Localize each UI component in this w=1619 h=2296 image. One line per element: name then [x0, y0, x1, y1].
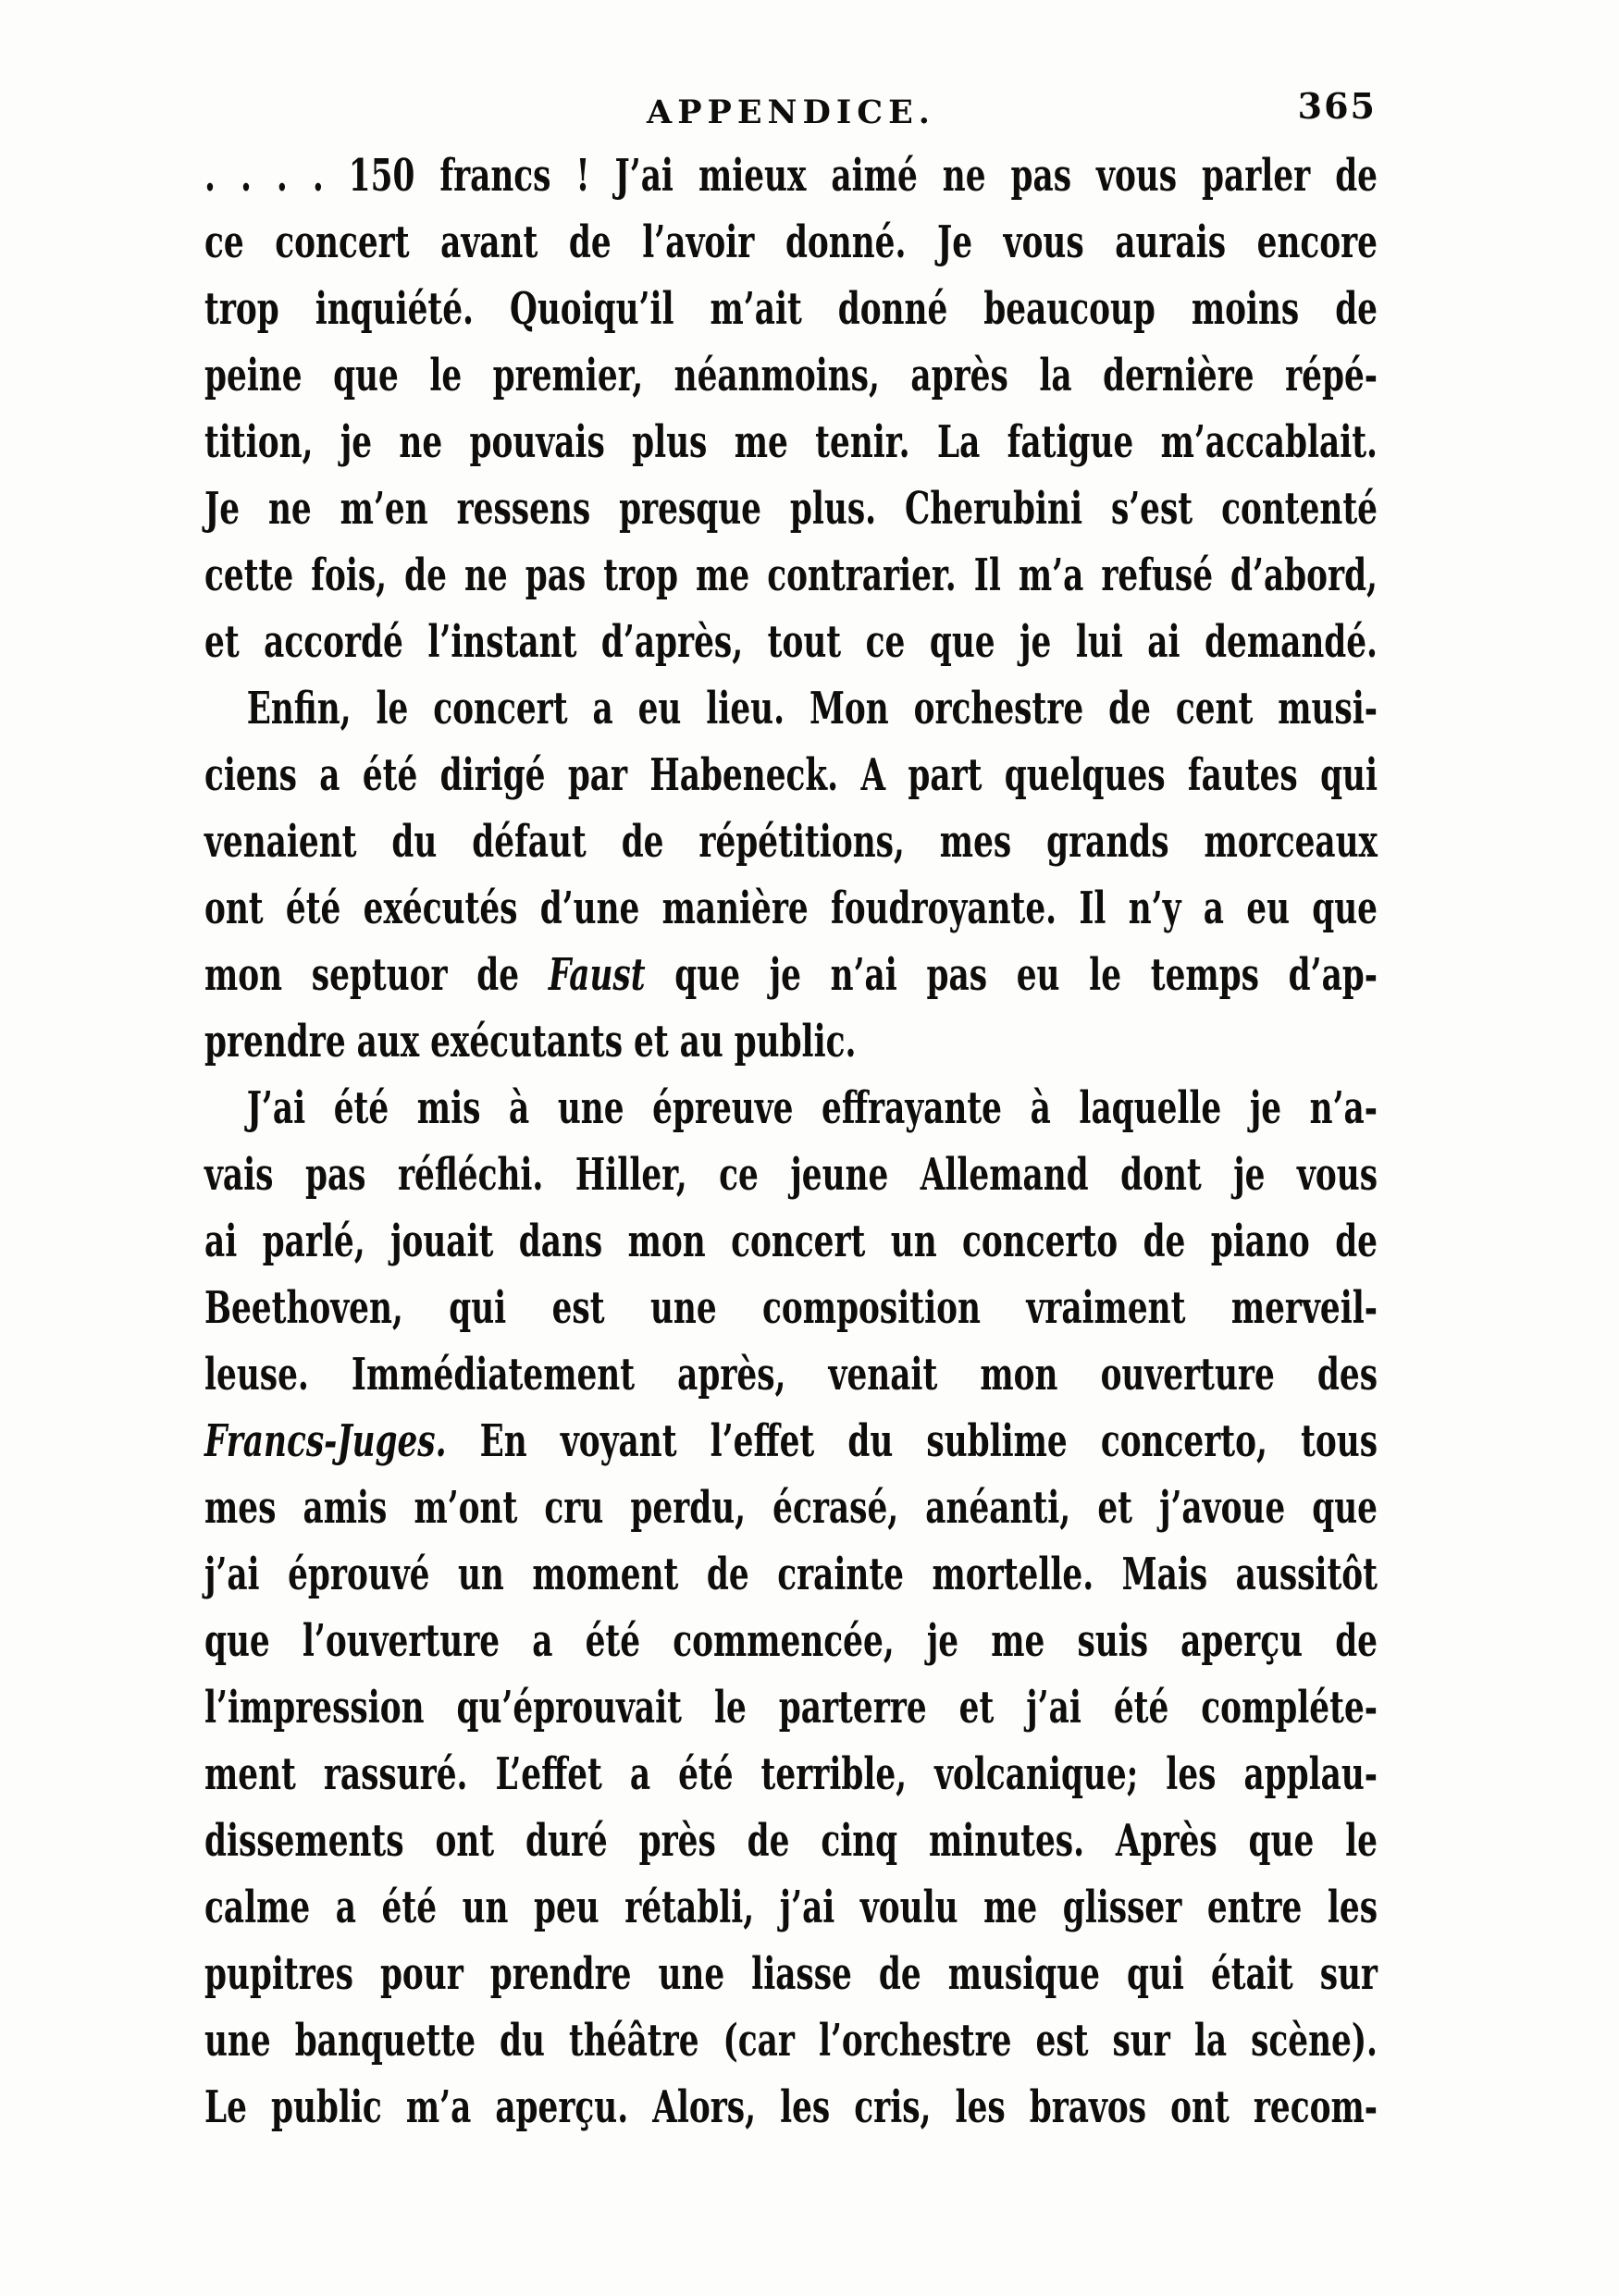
text-line-content — [204, 276, 1378, 342]
text-run: ont été exécutés d’une manière foudroyante. Il n’y a eu que — [204, 883, 1378, 934]
text-line-content — [204, 342, 1378, 409]
text-run: que l’ouverture a été commencée, je me suis aperçu de — [204, 1615, 1378, 1667]
text-line — [204, 1341, 1378, 1408]
text-line — [204, 2007, 1378, 2074]
text-line-content — [204, 1874, 1378, 1941]
text-line — [204, 1475, 1378, 1541]
text-line-content — [204, 1941, 1378, 2007]
text-run: peine que le premier, néanmoins, après la dernière répé- — [204, 350, 1378, 401]
text-line — [204, 809, 1378, 875]
text-line — [204, 1541, 1378, 1608]
text-run: Je ne m’en ressens presque plus. Cherubini s’est contenté — [204, 483, 1378, 535]
text-line-content — [204, 1608, 1378, 1674]
text-line — [204, 475, 1378, 542]
text-line-content — [204, 1475, 1378, 1541]
text-run: que je n’ai pas eu le temps d’ap- — [645, 949, 1378, 1001]
text-line — [204, 1275, 1378, 1341]
text-line-content — [204, 942, 1378, 1008]
text-line — [204, 1941, 1378, 2007]
text-line-content — [204, 1808, 1378, 1874]
text-block — [204, 142, 1378, 2141]
text-run: une banquette du théâtre (car l’orchestre est sur la scène). — [204, 2015, 1378, 2067]
text-line — [204, 1608, 1378, 1674]
text-run: cette fois, de ne pas trop me contrarier. Il m’a refusé d’abord, — [204, 549, 1378, 601]
text-line — [204, 342, 1378, 409]
text-line-content — [204, 675, 1378, 742]
text-line-content — [204, 809, 1378, 875]
text-line — [204, 1208, 1378, 1275]
text-line-content — [204, 409, 1378, 475]
text-run: Le public m’a aperçu. Alors, les cris, les bravos ont recom- — [204, 2081, 1378, 2133]
italic-work-title: Francs-Juges. — [204, 1415, 447, 1467]
text-line — [204, 409, 1378, 475]
italic-work-title: Faust — [548, 949, 646, 1001]
text-line-content — [204, 542, 1378, 609]
text-line-content — [204, 609, 1378, 675]
text-run: tition, je ne pouvais plus me tenir. La fatigue m’accablait. — [204, 416, 1378, 468]
text-line-content — [204, 1008, 1378, 1075]
text-run: calme a été un peu rétabli, j’ai voulu me glisser entre les — [204, 1882, 1378, 1933]
text-run: mes amis m’ont cru perdu, écrasé, anéanti, et j’avoue que — [204, 1482, 1378, 1534]
text-run: et accordé l’instant d’après, tout ce que je lui ai demandé. — [204, 616, 1378, 668]
text-line-content — [204, 1075, 1378, 1142]
text-run: ment rassuré. L’effet a été terrible, volcanique; les applau- — [204, 1748, 1378, 1800]
text-line — [204, 276, 1378, 342]
text-line — [204, 2074, 1378, 2141]
text-run: vais pas réfléchi. Hiller, ce jeune Allemand dont je vous — [204, 1149, 1378, 1201]
text-line-content — [204, 475, 1378, 542]
text-line — [204, 1874, 1378, 1941]
page-number: 365 — [1297, 85, 1377, 127]
text-run: prendre aux exécutants et au public. — [204, 1016, 857, 1068]
text-line — [204, 742, 1378, 809]
text-line — [204, 1075, 1378, 1142]
text-line-content — [204, 1142, 1378, 1208]
text-run: trop inquiété. Quoiqu’il m’ait donné beaucoup moins de — [204, 283, 1378, 335]
text-line — [204, 1142, 1378, 1208]
text-line — [204, 875, 1378, 942]
text-run: dissements ont duré près de cinq minutes. Après que le — [204, 1815, 1378, 1867]
text-line-content — [204, 142, 1378, 209]
text-line — [204, 1741, 1378, 1808]
text-line-content — [204, 1275, 1378, 1341]
running-title: APPENDICE. — [647, 93, 935, 131]
text-line-content — [204, 2007, 1378, 2074]
text-line — [204, 1008, 1378, 1075]
text-run: venaient du défaut de répétitions, mes grands morceaux — [204, 816, 1378, 868]
text-line-content — [204, 1341, 1378, 1408]
text-run: . . . . 150 francs ! J’ai mieux aimé ne pas vous parler de — [204, 150, 1378, 202]
text-run: ce concert avant de l’avoir donné. Je vous aurais encore — [204, 216, 1378, 268]
text-run: pupitres pour prendre une liasse de musique qui était sur — [204, 1948, 1378, 2000]
text-run: j’ai éprouvé un moment de crainte mortelle. Mais aussitôt — [204, 1549, 1378, 1600]
text-run: mon septuor de — [204, 949, 549, 1001]
text-line-content — [204, 875, 1378, 942]
text-line — [204, 1674, 1378, 1741]
text-run: l’impression qu’éprouvait le parterre et j’ai été compléte- — [204, 1682, 1378, 1734]
text-run: Beethoven, qui est une composition vraiment merveil- — [204, 1282, 1378, 1334]
text-line-content — [204, 209, 1378, 276]
text-line — [204, 142, 1378, 209]
text-line-content — [204, 1541, 1378, 1608]
text-line — [204, 1808, 1378, 1874]
text-run: ai parlé, jouait dans mon concert un concerto de piano de — [204, 1216, 1378, 1267]
text-run: Enfin, le concert a eu lieu. Mon orchestre de cent musi- — [246, 683, 1378, 734]
text-line-content — [204, 1674, 1378, 1741]
text-line-content — [204, 742, 1378, 809]
text-run: ciens a été dirigé par Habeneck. A part quelques fautes qui — [204, 749, 1378, 801]
text-line — [204, 609, 1378, 675]
text-line — [204, 675, 1378, 742]
text-run: En voyant l’effet du sublime concerto, tous — [446, 1415, 1378, 1467]
text-line — [204, 942, 1378, 1008]
text-line — [204, 1408, 1378, 1475]
text-line-content — [204, 1208, 1378, 1275]
text-run: leuse. Immédiatement après, venait mon ouverture des — [204, 1349, 1378, 1401]
text-line-content — [204, 2074, 1378, 2141]
text-line-content — [204, 1408, 1378, 1475]
text-line — [204, 542, 1378, 609]
text-line-content — [204, 1741, 1378, 1808]
text-line — [204, 209, 1378, 276]
text-run: J’ai été mis à une épreuve effrayante à laquelle je n’a- — [246, 1082, 1378, 1134]
